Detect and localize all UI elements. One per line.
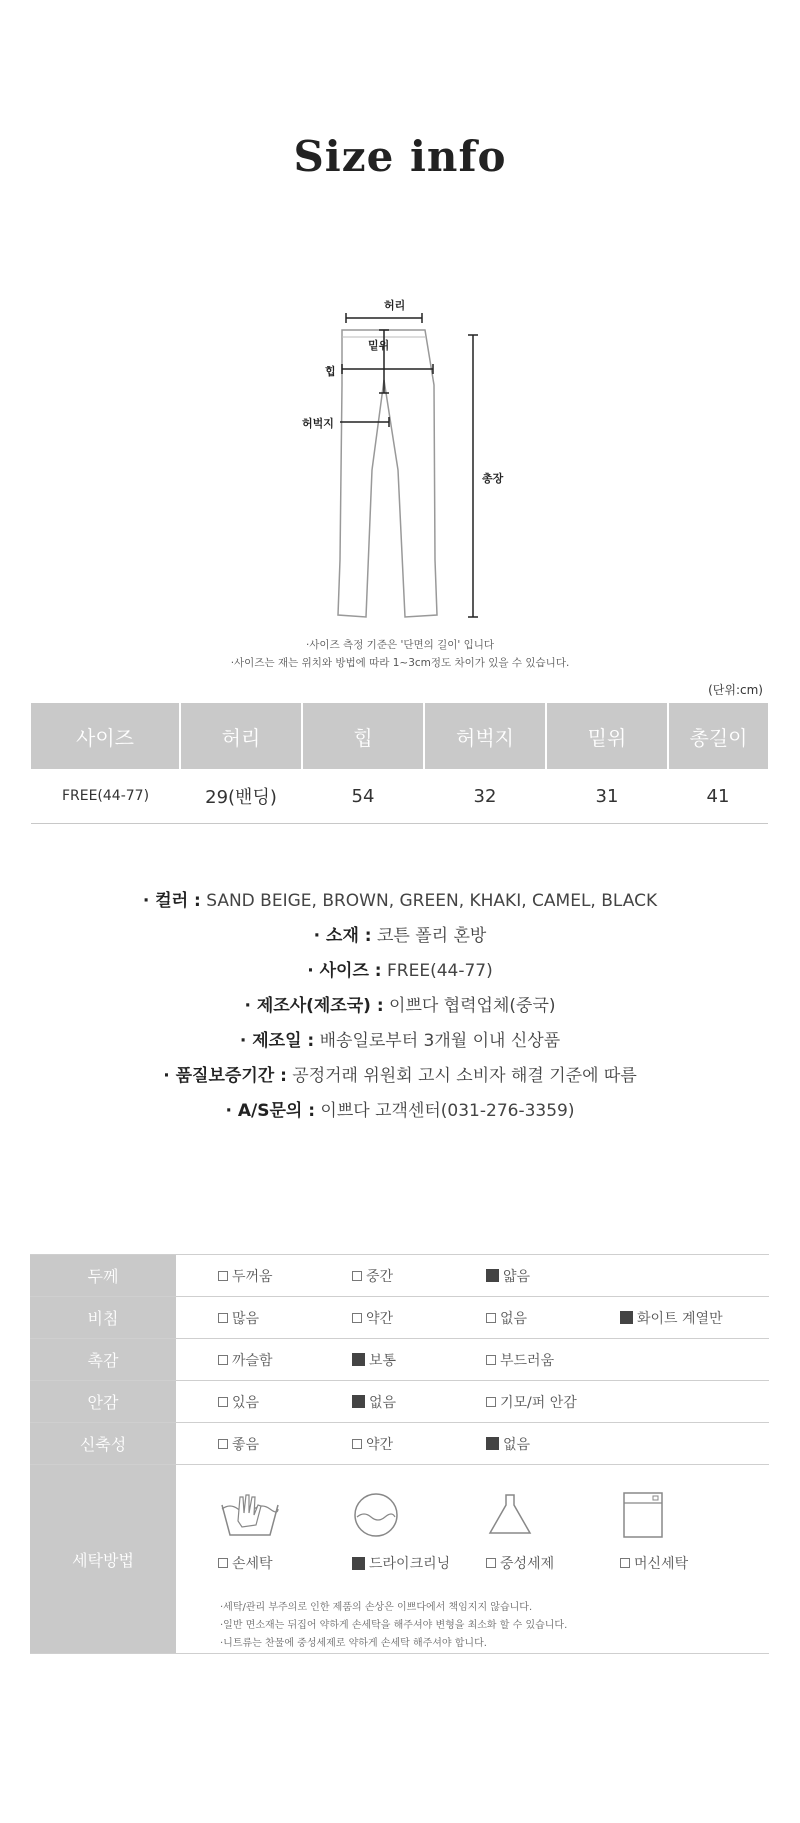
header-cell: 밑위 [546,703,668,769]
washing-label: 세탁방법 [30,1465,176,1654]
feature-label: 촉감 [30,1339,176,1381]
feature-option [218,1308,352,1328]
header-cell: 총길이 [668,703,768,769]
feature-option-label: 있음 [232,1394,260,1411]
feature-option-label: 좋음 [232,1436,260,1453]
info-line-color [0,884,800,919]
unchecked-box [352,1313,362,1323]
pants-outline [338,330,437,617]
info-label: · 컬러 : [142,891,201,911]
info-line-manufacturer [0,989,800,1024]
size-diagram [280,295,540,625]
dry-clean-icon [352,1491,416,1539]
info-label: · 품질보증기간 : [163,1066,287,1086]
wash-option-label: 손세탁 [232,1556,273,1572]
wash-option-hand [218,1491,352,1573]
feature-option-label: 약간 [366,1310,394,1327]
feature-option [218,1266,352,1286]
feature-option-label: 까슬함 [232,1352,273,1369]
info-value: 이쁘다 고객센터(031-276-3359) [315,1101,575,1121]
washing-notes [218,1599,769,1653]
rise-label: 밑위 [368,339,390,352]
feature-option [218,1392,352,1412]
info-line-warranty [0,1059,800,1094]
feature-option [486,1434,620,1454]
feature-option [352,1266,486,1286]
measurement-note: ·사이즈는 재는 위치와 방법에 따라 1~3cm정도 차이가 있을 수 있습니다. [230,657,570,669]
washing-note: ·일반 면소재는 뒤집어 약하게 손세탁을 해주셔야 변형을 최소화 할 수 있습니다. [220,1620,568,1631]
measurement-notes [0,636,800,672]
feature-options [218,1350,769,1370]
washing-options [218,1491,769,1573]
feature-option [352,1308,486,1328]
info-value: FREE(44-77) [381,961,493,981]
feature-label: 신축성 [30,1423,176,1465]
table-cell: 32 [424,769,546,824]
checked-box [352,1353,365,1366]
feature-option [486,1308,620,1328]
checkbox-machine-wash [620,1558,630,1568]
feature-row [30,1381,769,1423]
unchecked-box [218,1355,228,1365]
unchecked-box [352,1439,362,1449]
hand-wash-icon [218,1491,282,1539]
size-table [31,703,768,824]
feature-option-label: 약간 [366,1436,394,1453]
feature-option [352,1434,486,1454]
feature-row [30,1339,769,1381]
washing-row [30,1465,769,1654]
unit-label: (단위:cm) [708,683,763,697]
wash-option-neutral [486,1491,620,1573]
table-row [31,769,768,824]
unchecked-box [486,1313,496,1323]
page-title: Size info [293,132,507,181]
info-line-as [0,1094,800,1129]
info-value: 배송일로부터 3개월 이내 신상품 [314,1031,561,1051]
feature-label: 안감 [30,1381,176,1423]
info-line-date [0,1024,800,1059]
unchecked-box [218,1439,228,1449]
feature-option-label: 없음 [369,1394,397,1411]
product-info [0,884,800,1129]
feature-options [218,1308,769,1328]
unchecked-box [218,1313,228,1323]
feature-row [30,1297,769,1339]
wash-option-label: 머신세탁 [634,1556,689,1572]
feature-option [218,1350,352,1370]
feature-option [486,1392,620,1412]
pants-diagram-svg [280,295,540,625]
feature-option [486,1350,620,1370]
info-label: · A/S문의 : [225,1101,316,1121]
checkbox-neutral-detergent [486,1558,496,1568]
wash-option-label: 중성세제 [500,1556,555,1572]
table-cell: 54 [302,769,424,824]
checked-box [486,1437,499,1450]
length-label: 총장 [482,472,504,485]
table-cell: 41 [668,769,768,824]
unchecked-box [218,1271,228,1281]
header-cell: 허리 [180,703,302,769]
info-value: 공정거래 위원회 고시 소비자 해결 기준에 따름 [286,1066,637,1086]
feature-options [218,1266,769,1286]
checked-box [486,1269,499,1282]
header-cell: 허벅지 [424,703,546,769]
feature-option [486,1266,620,1286]
info-label: · 제조사(제조국) : [244,996,384,1016]
table-cell: 31 [546,769,668,824]
unchecked-box [218,1397,228,1407]
feature-row [30,1255,769,1297]
header-cell: 힙 [302,703,424,769]
info-value: 코튼 폴리 혼방 [371,926,487,946]
feature-options [218,1392,769,1412]
wash-option-machine [620,1491,754,1573]
checked-box [620,1311,633,1324]
neutral-detergent-icon [486,1491,550,1539]
feature-option [352,1392,486,1412]
washing-note: ·니트류는 찬물에 중성세제로 약하게 손세탁 해주셔야 합니다. [220,1638,487,1649]
feature-option-label: 얇음 [503,1268,531,1285]
unchecked-box [486,1355,496,1365]
feature-option [352,1350,486,1370]
header-cell: 사이즈 [31,703,180,769]
feature-option-label: 기모/퍼 안감 [500,1394,577,1411]
info-value: SAND BEIGE, BROWN, GREEN, KHAKI, CAMEL, BLACK [200,891,658,911]
hip-label: 힙 [325,365,336,378]
thigh-label: 허벅지 [302,417,334,430]
washing-note: ·세탁/관리 부주의로 인한 제품의 손상은 이쁘다에서 책임지지 않습니다. [220,1602,533,1613]
feature-option [218,1434,352,1454]
checkbox-dry-clean [352,1557,365,1570]
size-table-header [31,703,768,769]
info-label: · 소재 : [313,926,372,946]
waist-label: 허리 [384,299,406,312]
feature-option-label: 부드러움 [500,1352,555,1369]
feature-option-label: 없음 [503,1436,531,1453]
info-value: 이쁘다 협력업체(중국) [383,996,556,1016]
feature-option-label: 많음 [232,1310,260,1327]
feature-label: 비침 [30,1297,176,1339]
measurement-note: ·사이즈 측정 기준은 '단면의 길이' 입니다 [305,639,495,651]
feature-option-label: 중간 [366,1268,394,1285]
checkbox-hand-wash [218,1558,228,1568]
info-line-material [0,919,800,954]
wash-option-label: 드라이크리닝 [369,1556,451,1572]
unchecked-box [352,1271,362,1281]
feature-options [218,1434,769,1454]
info-line-size [0,954,800,989]
table-cell: 29(밴딩) [180,769,302,824]
feature-option-label: 화이트 계열만 [637,1310,723,1327]
feature-row [30,1423,769,1465]
feature-option-label: 보통 [369,1352,397,1369]
feature-table [30,1254,769,1654]
feature-option-label: 두꺼움 [232,1268,273,1285]
feature-label: 두께 [30,1255,176,1297]
checked-box [352,1395,365,1408]
unchecked-box [486,1397,496,1407]
info-label: · 사이즈 : [307,961,382,981]
info-label: · 제조일 : [239,1031,315,1051]
table-cell: FREE(44-77) [31,769,180,824]
wash-option-dry [352,1491,486,1573]
feature-option-label: 없음 [500,1310,528,1327]
feature-option [620,1308,754,1328]
washing-machine-icon [620,1491,684,1539]
